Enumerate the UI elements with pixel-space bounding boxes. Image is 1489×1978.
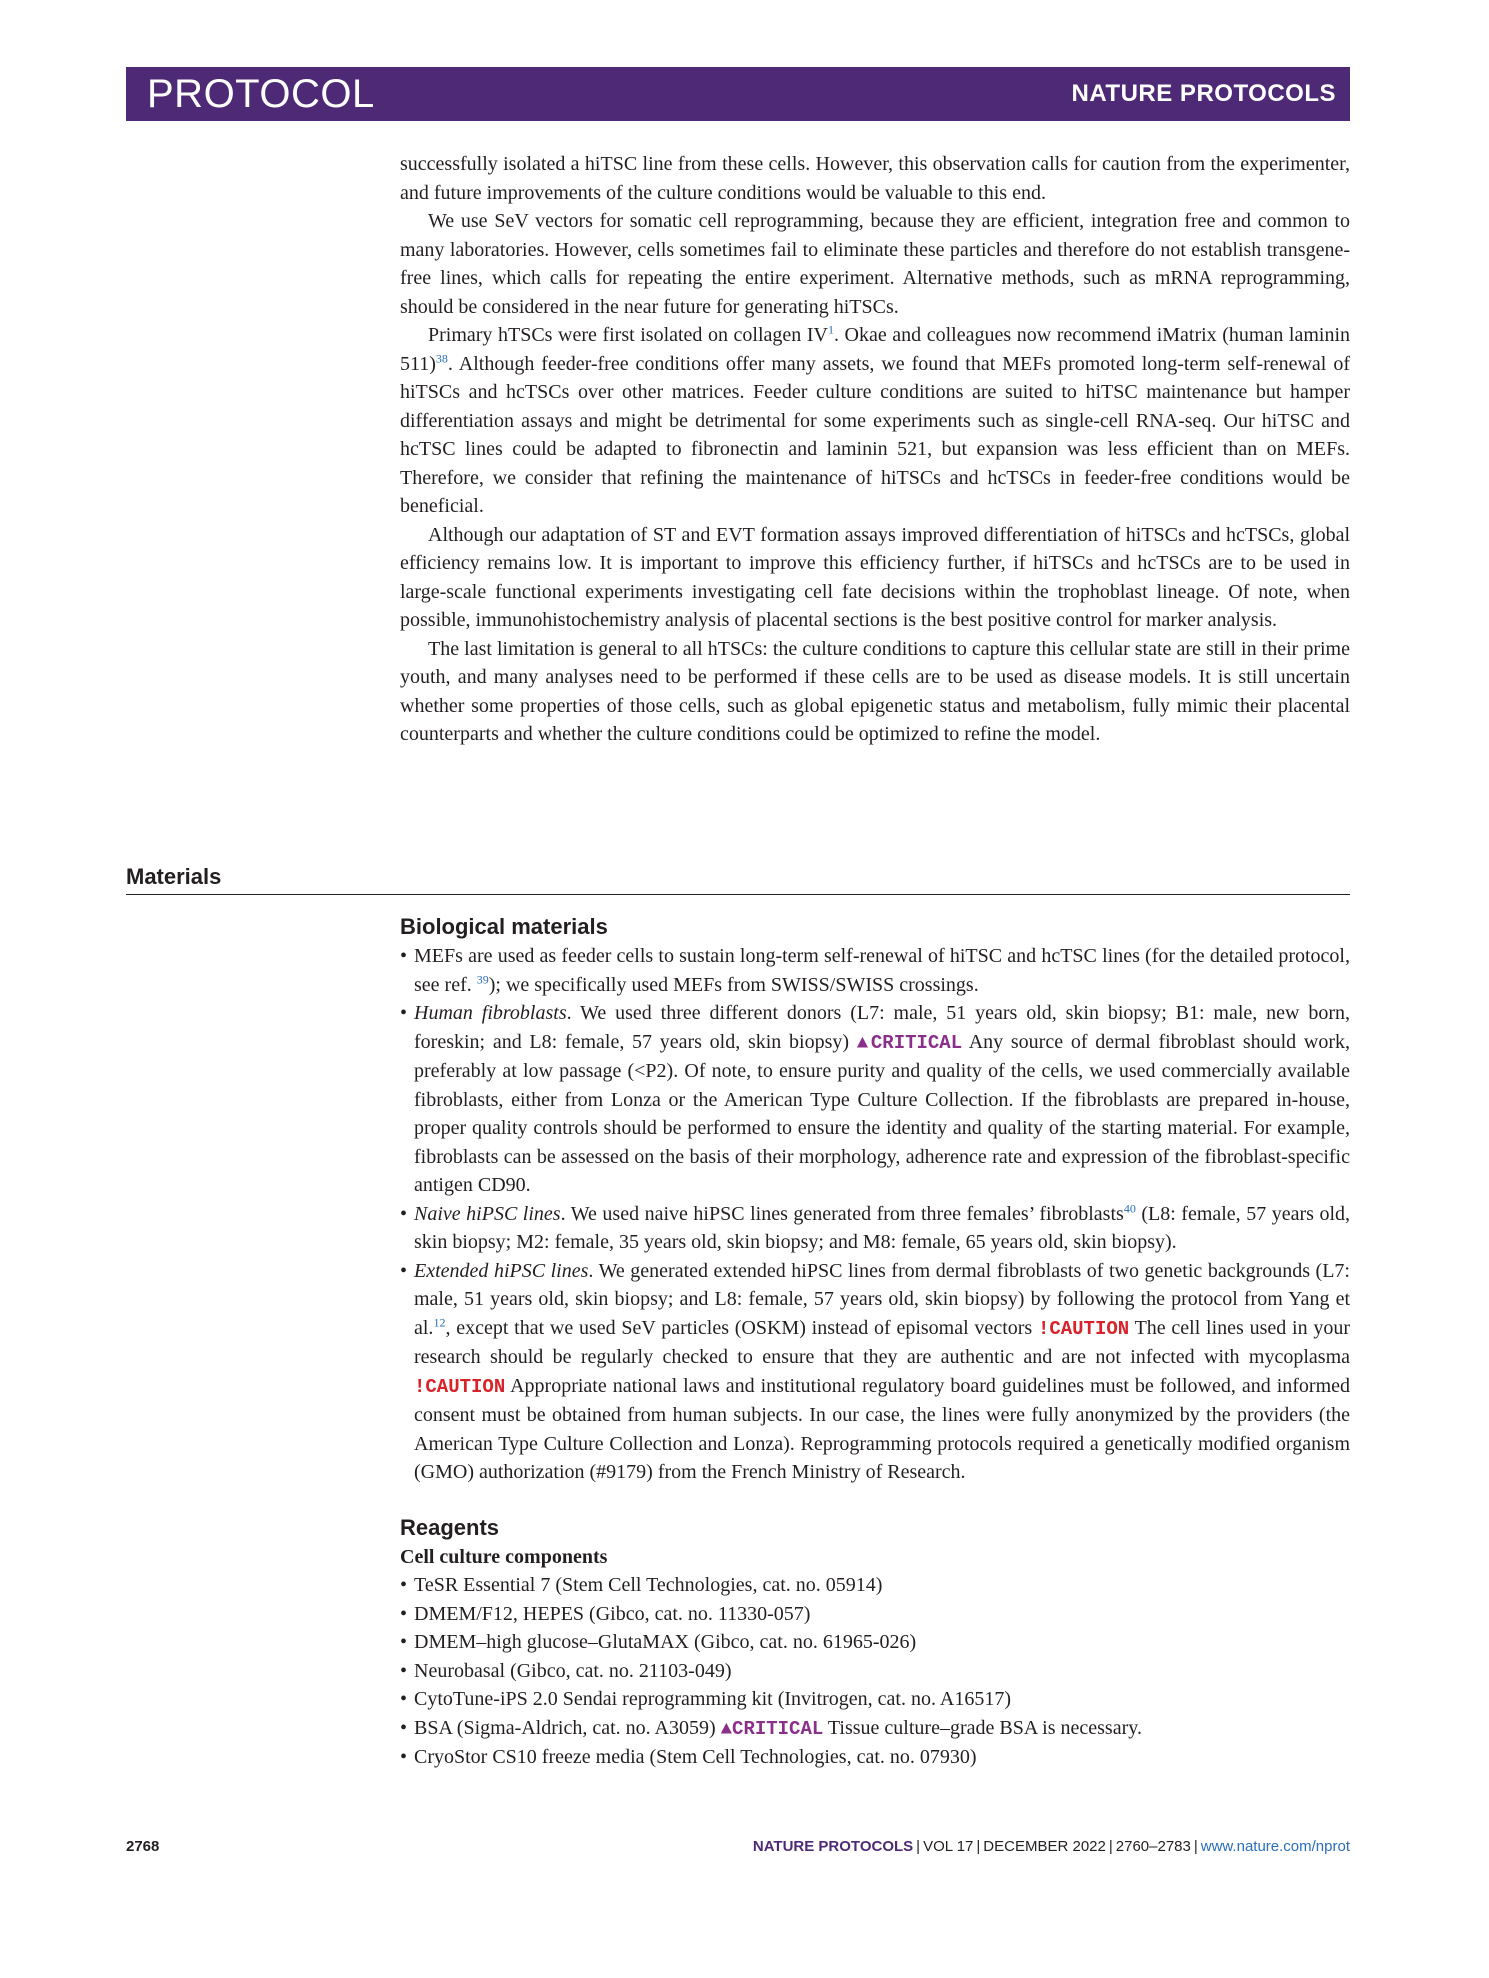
caution-label: !CAUTION: [1037, 1317, 1130, 1340]
paragraph: successfully isolated a hiTSC line from these cells. However, this observation calls for caution from the experimenter, and future improvements of the culture conditions would be valuable to this end.: [400, 153, 1350, 204]
reagents-list: [400, 1571, 1350, 1772]
list-item: • Neurobasal (Gibco, cat. no. 21103-049): [400, 1657, 1350, 1686]
caution-label: !CAUTION: [414, 1375, 506, 1398]
critical-label: ▲CRITICAL: [720, 1717, 824, 1740]
citation-link[interactable]: 1: [827, 322, 834, 337]
paragraph: The last limitation is general to all hTSCs: the culture conditions to capture this cellular state are still in their prime youth, and many analyses need to be performed if these cells are to be used as disease models. It is still uncertain whether some properties of those cells, such as global epigenetic status and metabolism, fully mimic their placental counterparts and whether the culture conditions could be optimized to refine the model.: [400, 637, 1350, 745]
section-label: PROTOCOL: [147, 72, 375, 116]
biological-materials-list: [400, 942, 1350, 1487]
citation-link[interactable]: 39: [476, 971, 489, 986]
page-header: [126, 67, 1350, 121]
page-number: 2768: [126, 1838, 160, 1855]
list-item: • Extended hiPSC lines. We generated extended hiPSC lines from dermal fibroblasts of two genetic backgrounds (L7: male, 51 years old, skin biopsy; and L8: female, 57 years old, skin biopsy) by following the protocol from Yang et al.$^{12}$, except that we used SeV particles (OSKM) instead of episomal vectors !CAUTION The cell lines used in your research should be regularly checked to ensure that they are authentic and are not infected with mycoplasma !CAUTION Appropriate national laws and institutional regulatory board guidelines must be followed, and informed consent must be obtained from human subjects. In our case, the lines were fully anonymized by the providers (the American Type Culture Collection and Lonza). Reprogramming protocols required a genetically modified organism (GMO) authorization (#9179) from the French Ministry of Research.: [400, 1257, 1350, 1487]
citation-link[interactable]: 40: [1123, 1200, 1136, 1215]
paragraph: Although our adaptation of ST and EVT formation assays improved differentiation of hiTSCs and hcTSCs, global efficiency remains low. It is important to improve this efficiency further, if hiTSCs and hcTSCs are to be used in large-scale functional experiments investigating cell fate decisions within the trophoblast lineage. Of note, when possible, immunohistochemistry analysis of placental sections is the best positive control for marker analysis.: [400, 523, 1350, 631]
journal-url-link[interactable]: www.nature.com/nprot: [1200, 1838, 1350, 1855]
cell-culture-heading: Cell culture components: [400, 1545, 608, 1568]
paragraph: We use SeV vectors for somatic cell reprogramming, because they are efficient, integration free and common to many laboratories. However, cells sometimes fail to eliminate these particles and therefore do not establish transgene-free lines, which calls for repeating the entire experiment. Alternative methods, such as mRNA reprogramming, should be considered in the near future for generating hiTSCs.: [400, 210, 1350, 318]
materials-heading: Materials: [126, 864, 1350, 895]
list-item: • Naive hiPSC lines. We used naive hiPSC lines generated from three females’ fibroblasts$^{40}$ (L8: female, 57 years old, skin biopsy; M2: female, 35 years old, skin biopsy; and M8: female, 65 years old, skin biopsy).: [400, 1200, 1350, 1257]
citation-link[interactable]: 12: [433, 1314, 446, 1329]
biological-materials-heading: Biological materials: [400, 914, 608, 939]
materials-section: [400, 912, 1350, 1772]
list-item: • TeSR Essential 7 (Stem Cell Technologies, cat. no. 05914): [400, 1571, 1350, 1600]
list-item: • DMEM/F12, HEPES (Gibco, cat. no. 11330-057): [400, 1600, 1350, 1629]
citation-link[interactable]: 38: [435, 350, 448, 365]
paragraph: Primary hTSCs were first isolated on collagen $IV^1$. Okae and colleagues now recommend iMatrix (human laminin 511)$^{38}$. Although feeder-free conditions offer many assets, we found that MEFs promoted long-term self-renewal of hiTSCs and hcTSCs over other matrices. Feeder culture conditions are suited to hiTSC maintenance but hamper differentiation assays and might be detrimental for some experiments such as single-cell RNA-seq. Our hiTSC and hcTSC lines could be adapted to fibronectin and laminin 521, but expansion was less efficient than on MEFs. Therefore, we consider that refining the maintenance of hiTSCs and hcTSCs in feeder-free conditions would be beneficial.: [400, 322, 1351, 517]
journal-label: NATURE PROTOCOLS: [1071, 80, 1336, 107]
list-item: • Human fibroblasts. We used three different donors (L7: male, 51 years old, skin biopsy; B1: male, new born, foreskin; and L8: female, 57 years old, skin biopsy) ▲CRITICAL Any source of dermal fibroblast should work, preferably at low passage (<P2). Of note, to ensure purity and quality of the cells, we used commercially available fibroblasts, either from Lonza or the American Type Culture Collection. If the fibroblasts are prepared in-house, proper quality controls should be performed to ensure the identity and quality of the starting material. For example, fibroblasts can be assessed on the basis of their morphology, adherence rate and expression of the fibroblast-specific antigen CD90.: [400, 999, 1350, 1200]
list-item: • BSA (Sigma-Aldrich, cat. no. A3059) ▲CRITICAL Tissue culture–grade BSA is necessary.: [400, 1714, 1350, 1744]
list-item: • CryoStor CS10 freeze media (Stem Cell Technologies, cat. no. 07930): [400, 1743, 1350, 1772]
citation-line: NATURE PROTOCOLS | VOL 17 | DECEMBER 2022 | 2760–2783 | www.nature.com/nprot: [752, 1838, 1350, 1855]
discussion-text: [400, 150, 1350, 749]
reagents-heading: Reagents: [400, 1514, 500, 1540]
critical-label: ▲CRITICAL: [856, 1031, 963, 1054]
list-item: • MEFs are used as feeder cells to sustain long-term self-renewal of hiTSC and hcTSC lines (for the detailed protocol, see ref. $^{39}$); we specifically used MEFs from SWISS/SWISS crossings.: [400, 942, 1350, 999]
list-item: • DMEM–high glucose–GlutaMAX (Gibco, cat. no. 61965-026): [400, 1628, 1350, 1657]
list-item: • CytoTune-iPS 2.0 Sendai reprogramming kit (Invitrogen, cat. no. A16517): [400, 1685, 1350, 1714]
